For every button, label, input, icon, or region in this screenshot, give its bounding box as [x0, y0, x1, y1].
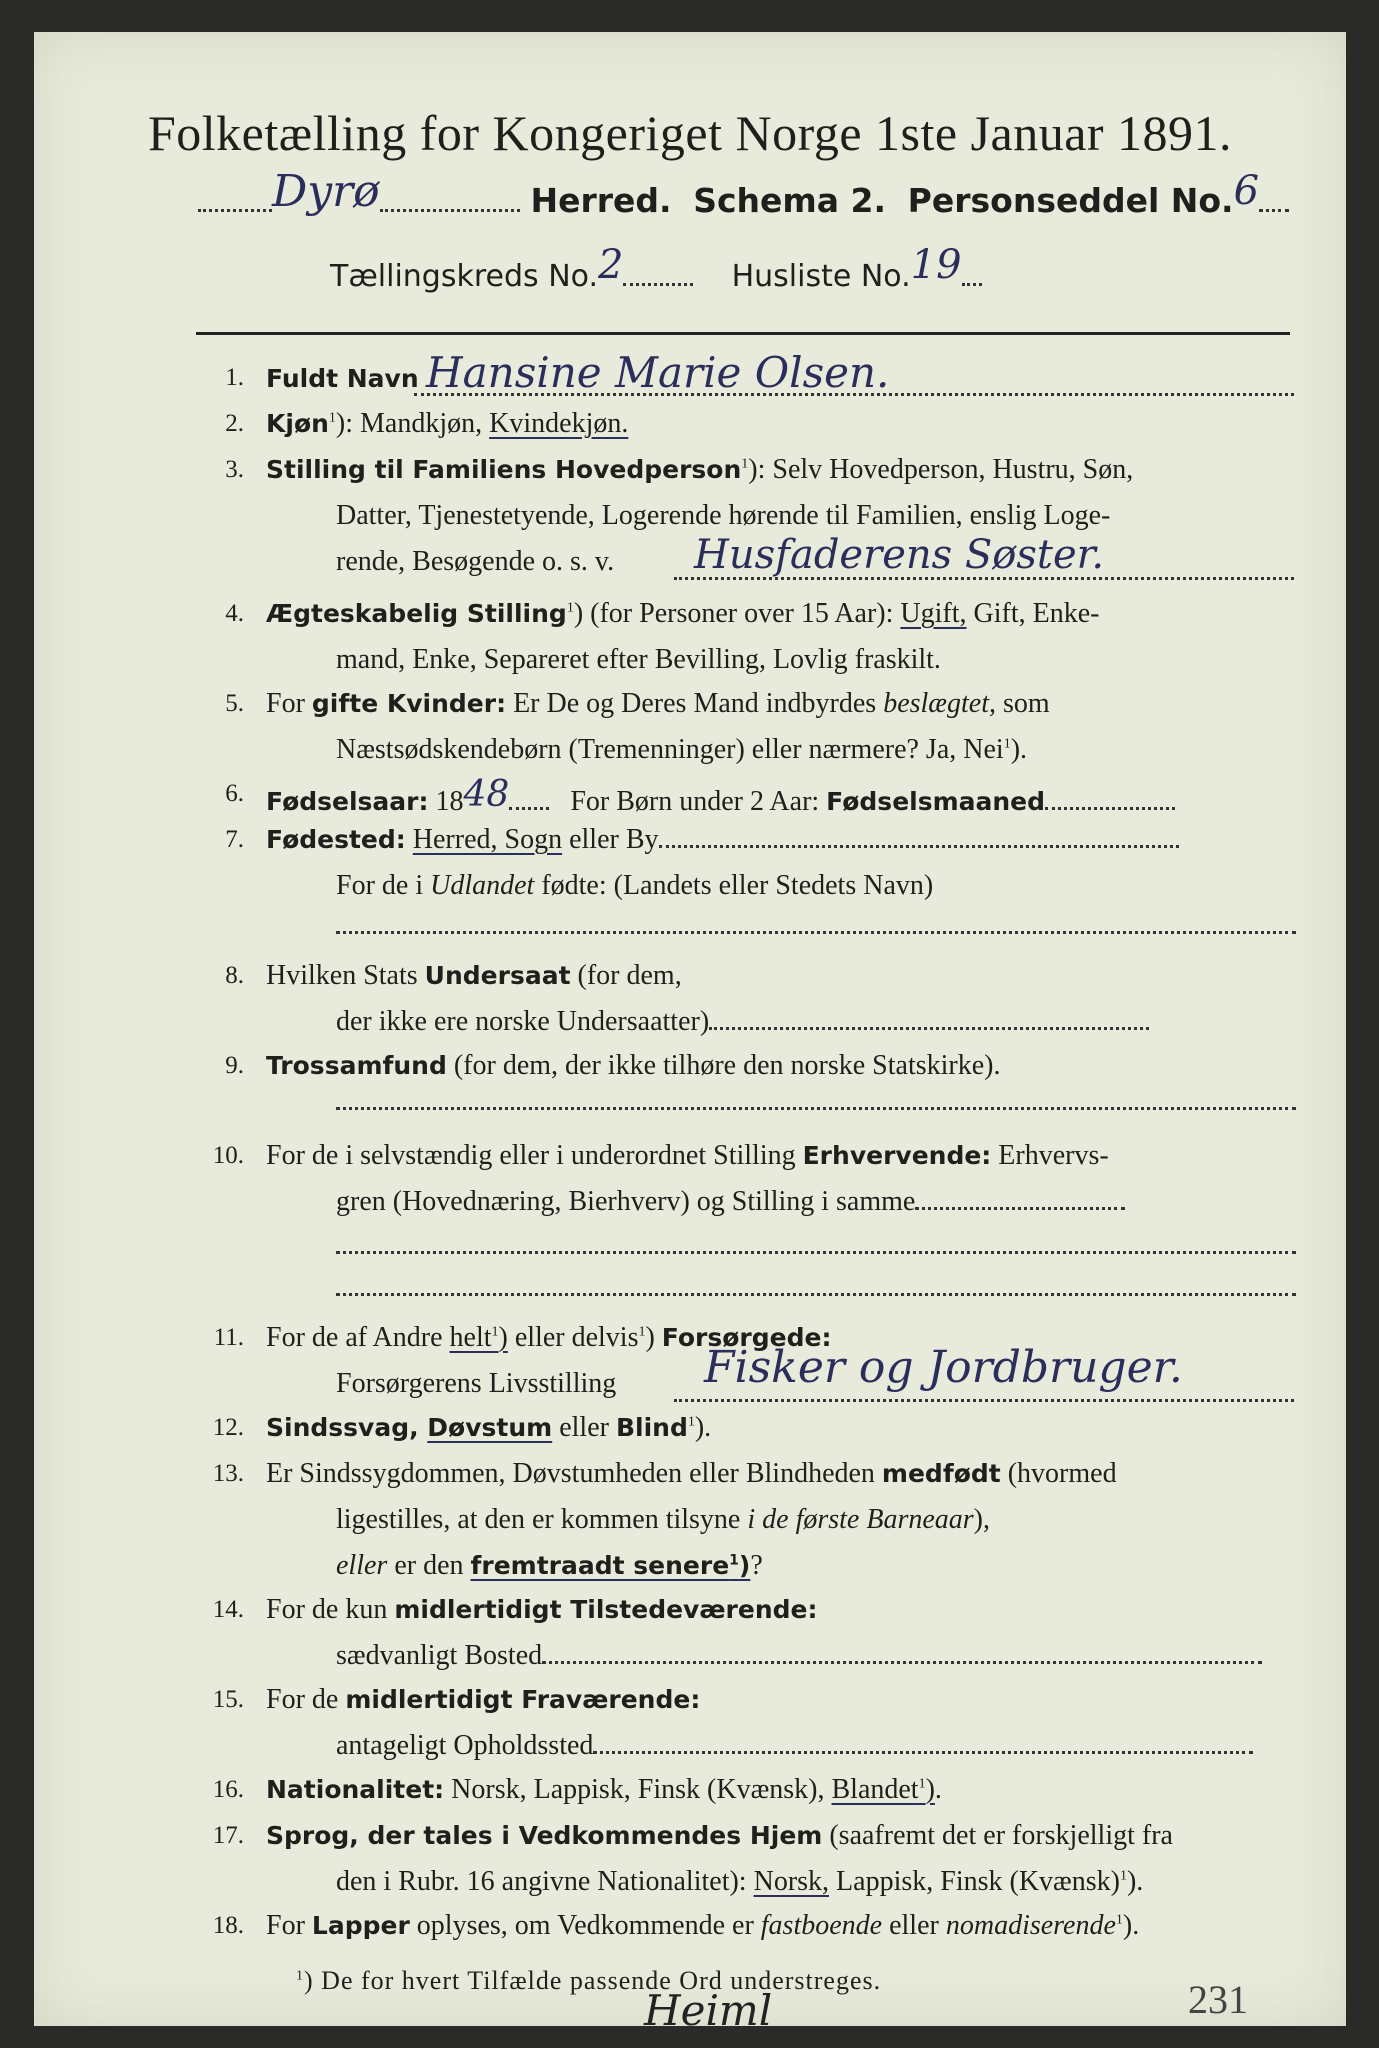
q7-row-2: For de i Udlandet fødte: (Landets eller Stedets Navn)	[336, 870, 934, 901]
q6-label-2: Fødselsmaaned	[826, 787, 1046, 816]
q8-number: 8.	[225, 962, 244, 989]
q8-row-2: der ikke ere norske Undersaatter)	[336, 1006, 1149, 1038]
q1-number: 1.	[225, 364, 244, 391]
q7-number: 7.	[225, 826, 244, 853]
q5-row-1: For gifte Kvinder: Er De og Deres Mand indbyrdes beslægtet, som	[266, 688, 1050, 719]
header-row-1	[198, 166, 1289, 223]
q16-blandet-underlined: Blandet$^1$)	[831, 1774, 935, 1805]
q9-dotline	[336, 1106, 1296, 1110]
header-row-2	[330, 242, 982, 296]
q18-label: Lapper	[311, 1911, 410, 1940]
q1-row	[266, 364, 419, 393]
page-number: 231	[1188, 1977, 1248, 2022]
q4-ugift-underlined: Ugift,	[900, 598, 967, 629]
husliste-label: Husliste No.	[731, 259, 911, 294]
q11-helt-underlined: helt$^1$)	[449, 1322, 508, 1353]
personseddel-value: 6	[1233, 168, 1260, 214]
q8-row-1: Hvilken Stats Undersaat (for dem,	[266, 960, 682, 991]
q6-value: 48	[463, 774, 510, 815]
q6-number: 6.	[225, 780, 244, 807]
q15-label: midlertidigt Fraværende:	[345, 1685, 701, 1714]
q9-row: Trossamfund (for dem, der ikke tilhøre den norske Statskirke).	[266, 1050, 1001, 1081]
q10-dotline-1	[336, 1250, 1296, 1254]
q13-row-3: eller er den fremtraadt senere$^1$)?	[336, 1550, 763, 1581]
q16-row: Nationalitet: Norsk, Lappisk, Finsk (Kvænsk), Blandet$^1$).	[266, 1774, 942, 1805]
q13-row-1: Er Sindssygdommen, Døvstumheden eller Blindheden medfødt (hvormed	[266, 1458, 1117, 1489]
q6-row: Fødselsaar: 1848 For Børn under 2 Aar: Fødselsmaaned	[266, 778, 1175, 819]
q18-number: 18.	[212, 1912, 244, 1939]
q4-label: Ægteskabelig Stilling	[266, 599, 567, 628]
q10-row-1: For de i selvstændig eller i underordnet Stilling Erhvervende: Erhvervs-	[266, 1140, 1109, 1171]
q7-label: Fødested:	[266, 825, 406, 854]
q17-row-1: Sprog, der tales i Vedkommendes Hjem (saafremt det er forskjelligt fra	[266, 1820, 1173, 1851]
header-rule	[196, 332, 1290, 335]
q9-label: Trossamfund	[266, 1051, 447, 1080]
q11-number: 11.	[213, 1324, 244, 1351]
q4-row-1: Ægteskabelig Stilling$^1$) (for Personer over 15 Aar): Ugift, Gift, Enke-	[266, 598, 1100, 629]
q11-label: Forsørgede:	[661, 1323, 832, 1352]
q8-label: Undersaat	[424, 961, 571, 990]
q9-number: 9.	[225, 1052, 244, 1079]
herred-value: Dyrø	[272, 166, 380, 217]
q1-value: Hansine Marie Olsen.	[426, 348, 890, 397]
q3-row-1: Stilling til Familiens Hovedperson$^1$): Selv Hovedperson, Hustru, Søn,	[266, 454, 1134, 485]
q17-label: Sprog, der tales i Vedkommendes Hjem	[266, 1821, 823, 1850]
q2-row: Kjøn$^1$): Mandkjøn, Kvindekjøn.	[266, 408, 629, 439]
q10-dotline-2	[336, 1292, 1296, 1296]
q13-number: 13.	[212, 1460, 244, 1487]
husliste-value: 19	[910, 242, 962, 288]
q15-row-2: antageligt Opholdssted	[336, 1730, 1253, 1762]
q10-number: 10.	[212, 1142, 244, 1169]
q16-label: Nationalitet:	[266, 1775, 445, 1804]
q12-dovstum-underlined: Døvstum	[427, 1413, 553, 1442]
q17-row-2: den i Rubr. 16 angivne Nationalitet): Norsk, Lappisk, Finsk (Kvænsk)$^1$).	[336, 1866, 1144, 1897]
q15-row-1: For de midlertidigt Fraværende:	[266, 1684, 701, 1715]
kreds-value: 2	[598, 242, 624, 288]
q11-row-1: For de af Andre helt$^1$) eller delvis$^1$) Forsørgede:	[266, 1322, 832, 1353]
q13-row-2: ligestilles, at den er kommen tilsyne i de første Barneaar),	[336, 1504, 990, 1535]
q1-label: Fuldt Navn	[266, 364, 419, 393]
q12-row: Sindssvag, Døvstum eller Blind$^1$).	[266, 1412, 712, 1443]
q17-number: 17.	[212, 1822, 244, 1849]
q15-number: 15.	[212, 1686, 244, 1713]
kreds-label: Tællingskreds No.	[330, 259, 598, 294]
q14-row-1: For de kun midlertidigt Tilstedeværende:	[266, 1594, 818, 1625]
q10-label: Erhvervende:	[802, 1141, 992, 1170]
q11-row-2: Forsørgerens Livsstilling	[336, 1368, 617, 1399]
q14-number: 14.	[212, 1596, 244, 1623]
q4-row-2: mand, Enke, Separeret efter Bevilling, Lovlig fraskilt.	[336, 644, 941, 675]
q4-number: 4.	[225, 600, 244, 627]
q5-label: gifte Kvinder:	[311, 689, 507, 718]
q2-number: 2.	[225, 410, 244, 437]
q3-label: Stilling til Familiens Hovedperson	[266, 455, 742, 484]
q18-row: For Lapper oplyses, om Vedkommende er fastboende eller nomadiserende$^1$).	[266, 1910, 1140, 1941]
q3-number: 3.	[225, 456, 244, 483]
q16-number: 16.	[212, 1776, 244, 1803]
census-form-page	[34, 32, 1346, 2035]
q7-herred-sogn-underlined: Herred, Sogn	[412, 824, 563, 855]
q3-value: Husfaderens Søster.	[694, 532, 1105, 578]
q14-label: midlertidigt Tilstedeværende:	[394, 1595, 818, 1624]
schema-label: Schema 2.	[693, 181, 887, 220]
q1-dotline	[414, 392, 1294, 396]
q13-label: medfødt	[881, 1459, 1001, 1488]
q3-row-3: rende, Besøgende o. s. v.	[336, 546, 615, 577]
q5-number: 5.	[225, 690, 244, 717]
q10-row-2: gren (Hovednæring, Bierhverv) og Stilling i samme	[336, 1186, 1125, 1218]
q5-row-2: Næstsødskendebørn (Tremenninger) eller nærmere? Ja, Nei$^1$).	[336, 734, 1028, 765]
personseddel-label: Personseddel No.	[907, 181, 1234, 220]
q11-dotline	[674, 1398, 1294, 1402]
q13-label-2: fremtraadt senere$^1$)	[470, 1551, 751, 1580]
q2-label: Kjøn	[266, 409, 329, 438]
q2-kvindekjon-underlined: Kvindekjøn.	[489, 408, 629, 439]
q17-norsk-underlined: Norsk,	[753, 1866, 830, 1897]
q3-row-2: Datter, Tjenestetyende, Logerende hørende til Familien, enslig Loge-	[336, 500, 1111, 531]
q12-number: 12.	[212, 1414, 244, 1441]
q11-value: Fisker og Jordbruger.	[704, 1342, 1183, 1393]
signature: Heiml	[644, 1986, 773, 2035]
footnote: $^1$) De for hvert Tilfælde passende Ord understreges.	[296, 1966, 882, 1995]
q6-label: Fødselsaar:	[266, 787, 429, 816]
q3-dotline	[674, 576, 1294, 580]
q7-row-1: Fødested: Herred, Sogn eller By	[266, 824, 1179, 856]
form-title: Folketælling for Kongeriget Norge 1ste Januar 1891.	[147, 105, 1233, 161]
q7-dotline	[336, 930, 1296, 934]
q14-row-2: sædvanligt Bosted	[336, 1640, 1262, 1672]
herred-label: Herred.	[530, 181, 672, 220]
